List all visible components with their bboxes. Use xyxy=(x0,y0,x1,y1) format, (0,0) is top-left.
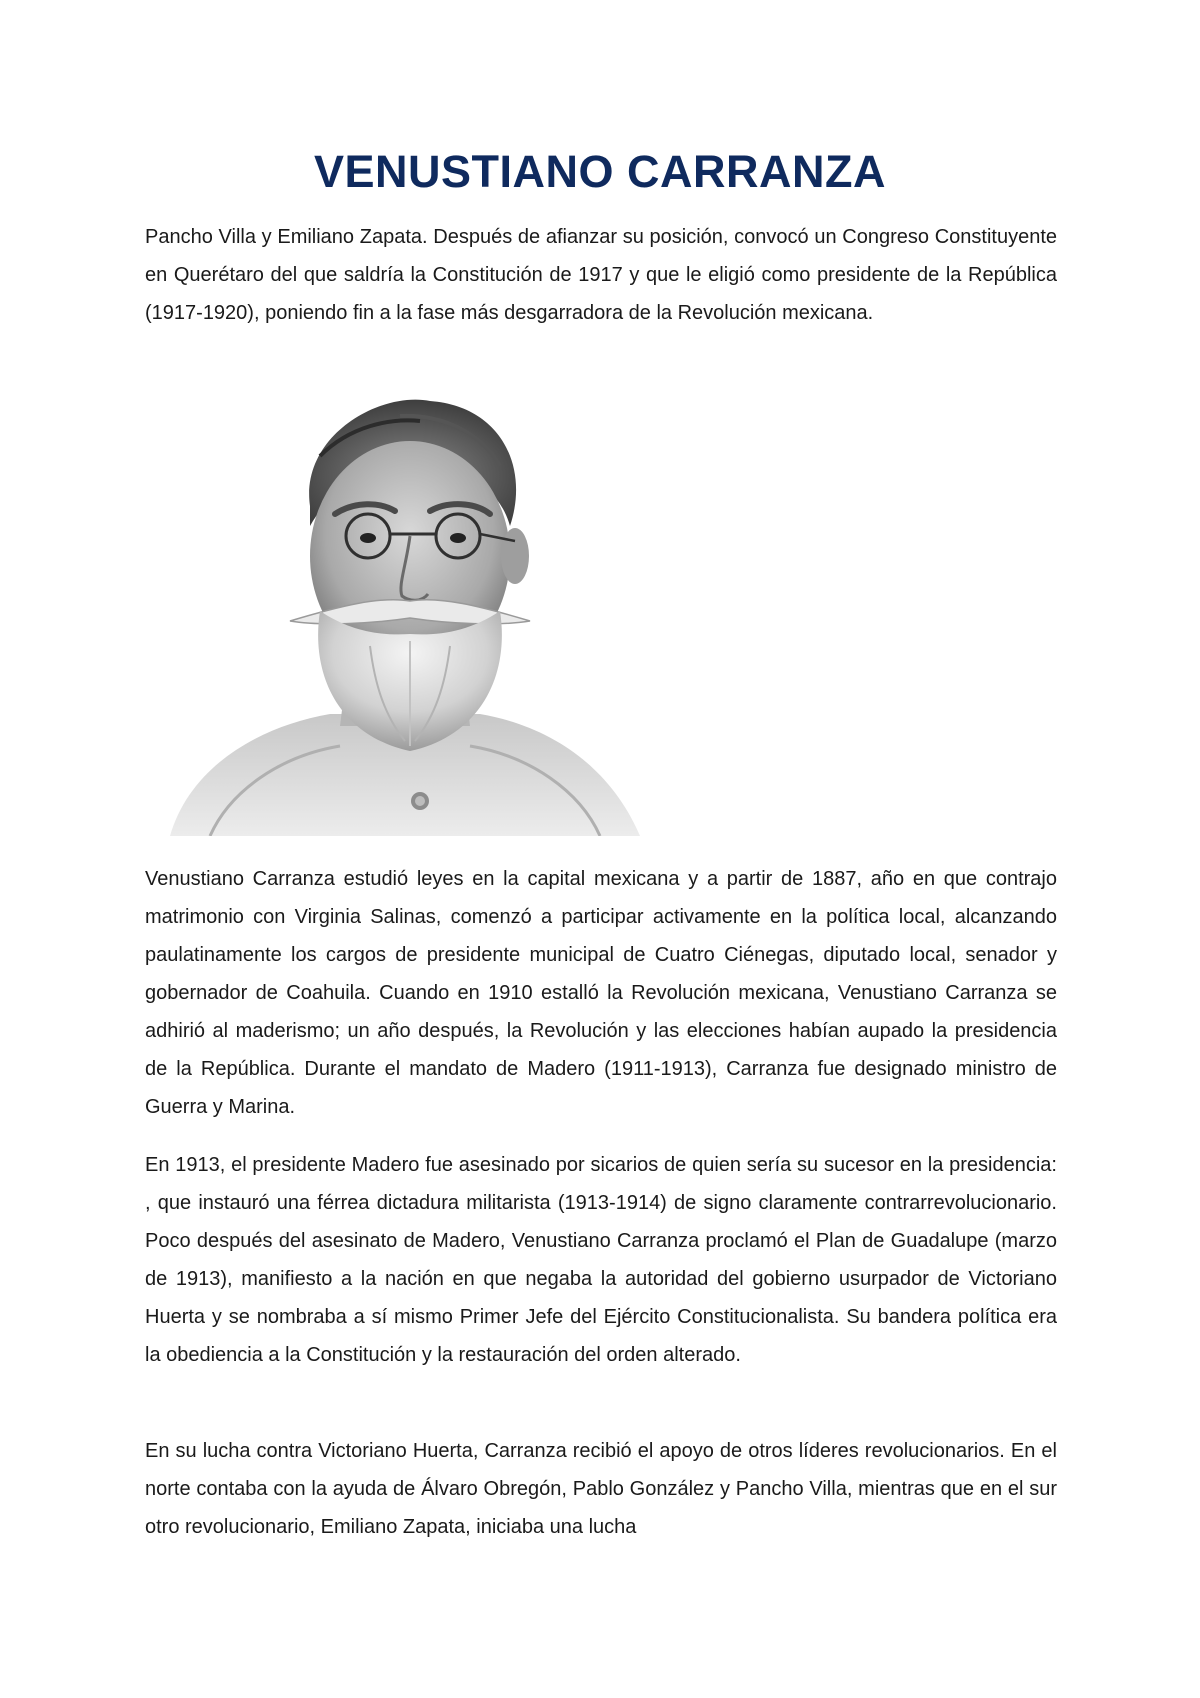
paragraph-4: En su lucha contra Victoriano Huerta, Carranza recibió el apoyo de otros líderes revolucionarios. En el norte contaba con la ayuda de Álvaro Obregón, Pablo González y Pancho Villa, mientras que en el sur otro revolucionario, Emiliano Zapata, iniciaba una lucha xyxy=(145,1440,1057,1538)
page-title: VENUSTIANO CARRANZA xyxy=(314,146,886,197)
paragraph-3: En 1913, el presidente Madero fue asesinado por sicarios de quien sería su sucesor en la presidencia: , que instauró una férrea dictadura militarista (1913-1914) de signo claramente contrarrevolucionario. Poco después del asesinato de Madero, Venustiano Carranza proclamó el Plan de Guadalupe (marzo de 1913), manifiesto a la nación en que negaba la autoridad del gobierno usurpador de Victoriano Huerta y se nombraba a sí mismo Primer Jefe del Ejército Constitucionalista. Su bandera política era la obediencia a la Constitución y la restauración del orden alterado. xyxy=(145,1154,1057,1366)
portrait-illustration xyxy=(170,396,640,836)
paragraph-2: Venustiano Carranza estudió leyes en la capital mexicana y a partir de 1887, año en que contrajo matrimonio con Virginia Salinas, comenzó a participar activamente en la política local, alcanzando paulatinamente los cargos de presidente municipal de Cuatro Ciénegas, diputado local, senador y gobernador de Coahuila. Cuando en 1910 estalló la Revolución mexicana, Venustiano Carranza se adhirió al maderismo; un año después, la Revolución y las elecciones habían aupado la presidencia de la República. Durante el mandato de Madero (1911-1913), Carranza fue designado ministro de Guerra y Marina. xyxy=(145,868,1057,1118)
portrait-photo xyxy=(170,396,640,836)
paragraph-1: Pancho Villa y Emiliano Zapata. Después de afianzar su posición, convocó un Congreso Constituyente en Querétaro del que saldría la Constitución de 1917 y que le eligió como presidente de la República (1917-1920), poniendo fin a la fase más desgarradora de la Revolución mexicana. xyxy=(145,226,1057,324)
